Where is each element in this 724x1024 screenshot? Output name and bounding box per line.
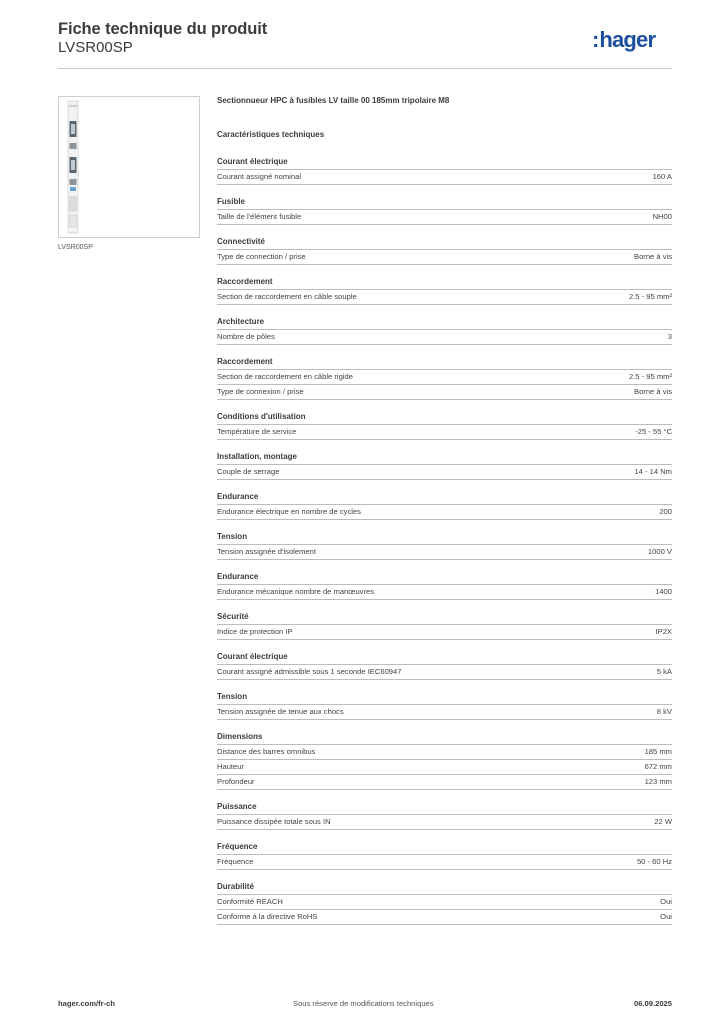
- spec-group-title: Tension: [217, 692, 248, 701]
- spec-group-title: Courant électrique: [217, 157, 288, 166]
- spec-label: Section de raccordement en câble souple: [217, 292, 357, 301]
- spec-group: [217, 275, 672, 305]
- spec-rows: [217, 424, 672, 440]
- spec-group: [217, 840, 672, 870]
- spec-group-title: Installation, montage: [217, 452, 298, 461]
- spec-value: 1400: [655, 587, 672, 596]
- spec-label: Taille de l'élément fusible: [217, 212, 302, 221]
- spec-value: 160 A: [652, 172, 672, 181]
- spec-group: [217, 570, 672, 600]
- spec-value: -25 - 55 °C: [635, 427, 672, 436]
- spec-rows: [217, 249, 672, 265]
- spec-label: Hauteur: [217, 762, 245, 771]
- spec-value: 5 kA: [656, 667, 672, 676]
- spec-group: [217, 610, 672, 640]
- spec-row: [217, 584, 672, 600]
- spec-rows: [217, 209, 672, 225]
- spec-group-title: Endurance: [217, 492, 259, 501]
- spec-group: [217, 730, 672, 790]
- spec-row: [217, 544, 672, 560]
- spec-group-title: Sécurité: [217, 612, 249, 621]
- spec-content: [217, 95, 672, 925]
- spec-label: Type de connection / prise: [217, 252, 306, 261]
- spec-row: [217, 624, 672, 640]
- spec-row: [217, 814, 672, 830]
- spec-rows: [217, 814, 672, 830]
- switch-disconnector-illustration: [59, 97, 199, 237]
- spec-rows: [217, 464, 672, 480]
- footer-date: 06.09.2025: [633, 999, 672, 1008]
- spec-value: 1000 V: [647, 547, 672, 556]
- spec-value: Borne à vis: [634, 252, 672, 261]
- spec-value: 50 - 60 Hz: [636, 857, 672, 866]
- spec-label: Conforme à la directive RoHS: [217, 912, 318, 921]
- spec-label: Section de raccordement en câble rigide: [217, 372, 353, 381]
- product-reference: LVSR00SP: [58, 39, 133, 56]
- spec-rows: [217, 854, 672, 870]
- spec-group: [217, 315, 672, 345]
- spec-label: Fréquence: [217, 857, 254, 866]
- spec-group-title: Tension: [217, 532, 248, 541]
- spec-row: [217, 704, 672, 720]
- spec-rows: [217, 504, 672, 520]
- product-image: [58, 96, 200, 238]
- spec-row: [217, 759, 672, 774]
- spec-group: [217, 450, 672, 480]
- spec-group: [217, 195, 672, 225]
- spec-group: [217, 155, 672, 185]
- spec-group-title: Fusible: [217, 197, 246, 206]
- spec-label: Endurance électrique en nombre de cycles: [217, 507, 361, 516]
- spec-rows: [217, 704, 672, 720]
- product-image-caption: LVSR00SP: [58, 244, 93, 251]
- hager-logo: [592, 27, 655, 53]
- spec-value: 672 mm: [644, 762, 672, 771]
- spec-label: Couple de serrage: [217, 467, 280, 476]
- spec-value: 200: [659, 507, 672, 516]
- spec-rows: [217, 329, 672, 345]
- spec-value: 3: [667, 332, 672, 341]
- spec-value: Oui: [660, 912, 672, 921]
- spec-label: Tension assignée d'isolement: [217, 547, 316, 556]
- spec-rows: [217, 169, 672, 185]
- spec-group: [217, 650, 672, 680]
- spec-label: Endurance mécanique nombre de manœuvres: [217, 587, 375, 596]
- spec-group-title: Dimensions: [217, 732, 263, 741]
- spec-rows: [217, 289, 672, 305]
- spec-label: Température de service: [217, 427, 297, 436]
- spec-rows: [217, 369, 672, 400]
- spec-label: Distance des barres omnibus: [217, 747, 316, 756]
- spec-value: Oui: [660, 897, 672, 906]
- spec-label: Conformité REACH: [217, 897, 283, 906]
- spec-row: [217, 369, 672, 384]
- spec-label: Indice de protection IP: [217, 627, 293, 636]
- spec-row: [217, 289, 672, 305]
- spec-row: [217, 774, 672, 790]
- spec-value: NH00: [652, 212, 672, 221]
- spec-label: Courant assigné admissible sous 1 seconde IEC60947: [217, 667, 402, 676]
- spec-value: 2.5 - 95 mm²: [628, 372, 672, 381]
- spec-value: 8 kV: [656, 707, 672, 716]
- spec-group: [217, 530, 672, 560]
- spec-value: 123 mm: [644, 777, 672, 786]
- spec-groups: [217, 155, 672, 925]
- spec-value: 14 - 14 Nm: [634, 467, 672, 476]
- spec-rows: [217, 664, 672, 680]
- spec-row: [217, 424, 672, 440]
- spec-group-title: Raccordement: [217, 277, 273, 286]
- spec-group: [217, 235, 672, 265]
- spec-row: [217, 504, 672, 520]
- spec-group: [217, 690, 672, 720]
- spec-value: 185 mm: [644, 747, 672, 756]
- spec-group: [217, 800, 672, 830]
- spec-group: [217, 410, 672, 440]
- spec-group-title: Conditions d'utilisation: [217, 412, 306, 421]
- spec-rows: [217, 744, 672, 790]
- spec-label: Type de connexion / prise: [217, 387, 304, 396]
- spec-label: Nombre de pôles: [217, 332, 275, 341]
- header-divider: [58, 68, 672, 69]
- spec-row: [217, 744, 672, 759]
- spec-row: [217, 209, 672, 225]
- spec-group-title: Architecture: [217, 317, 265, 326]
- spec-row: [217, 384, 672, 400]
- spec-value: 2.5 - 95 mm²: [628, 292, 672, 301]
- product-description: Sectionnueur HPC à fusibles LV taille 00 185mm tripolaire M8: [217, 96, 450, 105]
- spec-rows: [217, 544, 672, 560]
- spec-value: 22 W: [654, 817, 672, 826]
- spec-rows: [217, 624, 672, 640]
- spec-rows: [217, 584, 672, 600]
- logo-colon-mark: :: [592, 27, 599, 52]
- spec-row: [217, 894, 672, 909]
- spec-row: [217, 664, 672, 680]
- spec-row: [217, 169, 672, 185]
- footer-disclaimer: Sous réserve de modifications techniques: [293, 999, 434, 1008]
- spec-row: [217, 854, 672, 870]
- page-title: Fiche technique du produit: [58, 20, 268, 38]
- footer-website: hager.com/fr-ch: [58, 999, 115, 1008]
- spec-group-title: Connectivité: [217, 237, 266, 246]
- spec-group: [217, 490, 672, 520]
- spec-label: Courant assigné nominal: [217, 172, 302, 181]
- spec-row: [217, 329, 672, 345]
- spec-group-title: Courant électrique: [217, 652, 288, 661]
- spec-row: [217, 464, 672, 480]
- spec-value: Borne à vis: [634, 387, 672, 396]
- spec-row: [217, 249, 672, 265]
- spec-row: [217, 909, 672, 925]
- spec-label: Tension assignée de tenue aux chocs: [217, 707, 344, 716]
- specs-heading: Caractéristiques techniques: [217, 130, 325, 139]
- spec-group-title: Endurance: [217, 572, 259, 581]
- spec-group-title: Raccordement: [217, 357, 273, 366]
- spec-value: IP2X: [655, 627, 672, 636]
- spec-label: Puissance dissipée totale sous IN: [217, 817, 331, 826]
- spec-group-title: Durabilité: [217, 882, 254, 891]
- spec-group-title: Puissance: [217, 802, 257, 811]
- spec-rows: [217, 894, 672, 925]
- logo-text: hager: [599, 27, 656, 52]
- spec-group-title: Fréquence: [217, 842, 258, 851]
- spec-group: [217, 355, 672, 400]
- spec-label: Profondeur: [217, 777, 255, 786]
- spec-group: [217, 880, 672, 925]
